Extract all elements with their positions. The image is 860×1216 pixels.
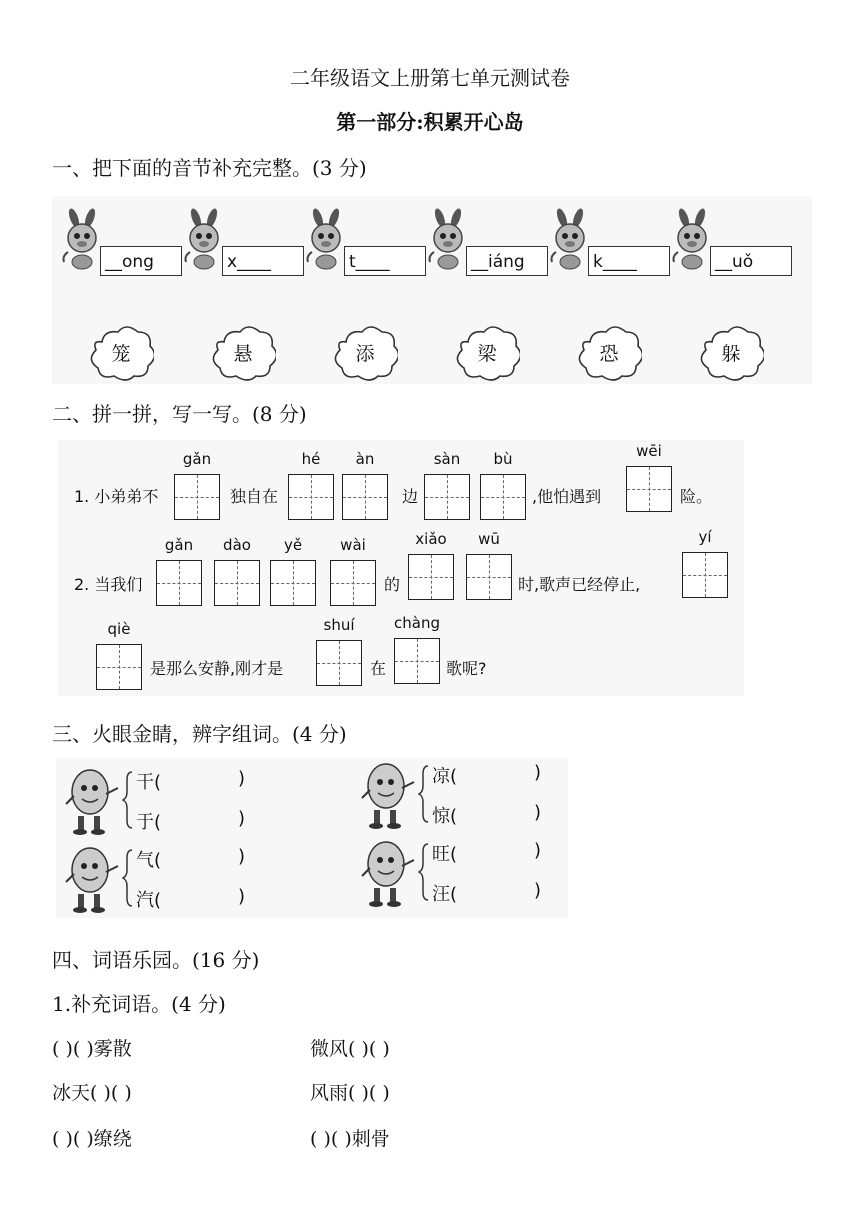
character-box[interactable] [330, 560, 376, 606]
character-box[interactable] [174, 474, 220, 520]
pinyin-label: hé [301, 450, 321, 468]
q1-heading: 一、把下面的音节补充完整。(3 分) [52, 156, 367, 180]
q2-s2-text2: 时,歌声已经停止, [518, 575, 641, 594]
q4-heading: 四、词语乐园。(16 分) [52, 948, 260, 972]
answer-paren[interactable]: ) [534, 802, 542, 823]
cloud-character: 笼 [111, 343, 131, 365]
compare-character: 惊( [432, 806, 458, 827]
character-box[interactable] [682, 552, 728, 598]
compare-character: 气( [136, 850, 162, 871]
compare-character: 旺( [432, 844, 458, 865]
pinyin-label: wài [340, 536, 366, 554]
cloud-character: 悬 [233, 343, 253, 365]
egg-mascot-icon [360, 760, 416, 832]
egg-mascot-icon [360, 838, 416, 910]
egg-mascot-icon [64, 766, 120, 838]
answer-paren[interactable]: ) [534, 840, 542, 861]
character-box[interactable] [626, 466, 672, 512]
q4-row3-right: ( )( )刺骨 [310, 1128, 390, 1150]
part-title: 第一部分:积累开心岛 [336, 110, 524, 134]
pinyin-label: xiǎo [415, 530, 447, 548]
q2-s2-text1: 的 [384, 575, 401, 594]
q2-s1-lead: 1. 小弟弟不 [74, 487, 159, 506]
cloud-character: 恐 [599, 343, 619, 365]
character-box[interactable] [156, 560, 202, 606]
q4-row2-right: 风雨( )( ) [310, 1082, 390, 1104]
character-box[interactable] [288, 474, 334, 520]
compare-character: 凉( [432, 766, 458, 787]
character-box[interactable] [342, 474, 388, 520]
brace-icon [122, 848, 134, 908]
q2-heading: 二、拼一拼，写一写。(8 分) [52, 402, 307, 426]
q2-s2-lead: 2. 当我们 [74, 575, 143, 594]
brace-icon [418, 764, 430, 824]
character-box[interactable] [214, 560, 260, 606]
brace-icon [122, 770, 134, 830]
pinyin-label: wū [478, 530, 500, 548]
q2-s1-text2: 边 [402, 487, 419, 506]
q2-s3-text1: 是那么安静,刚才是 [150, 659, 284, 678]
character-box[interactable] [408, 554, 454, 600]
syllable-input[interactable]: __uǒ [710, 246, 792, 276]
cloud-character: 添 [355, 343, 375, 365]
pinyin-label: dào [223, 536, 251, 554]
character-box[interactable] [96, 644, 142, 690]
q2-s1-text1: 独自在 [230, 487, 279, 506]
compare-character: 汽( [136, 890, 162, 911]
answer-paren[interactable]: ) [534, 880, 542, 901]
pinyin-label: wēi [636, 442, 662, 460]
character-box[interactable] [394, 638, 440, 684]
q2-s1-text4: 险。 [680, 487, 713, 506]
pinyin-label: yě [283, 536, 303, 554]
answer-paren[interactable]: ) [238, 846, 246, 867]
q2-s3-text3: 歌呢? [446, 659, 487, 678]
answer-paren[interactable]: ) [238, 808, 246, 829]
q4-row1-left: ( )( )雾散 [52, 1038, 132, 1060]
q3-heading: 三、火眼金睛，辨字组词。(4 分) [52, 722, 347, 746]
pinyin-label: bù [493, 450, 513, 468]
cloud-character: 躲 [721, 343, 741, 365]
syllable-input[interactable]: k____ [588, 246, 670, 276]
q4-row1-right: 微风( )( ) [310, 1038, 390, 1060]
pinyin-label: sàn [433, 450, 461, 468]
character-box[interactable] [316, 640, 362, 686]
syllable-input[interactable]: __iáng [466, 246, 548, 276]
pinyin-label: yí [698, 528, 712, 546]
pinyin-label: chàng [394, 614, 440, 632]
character-box[interactable] [270, 560, 316, 606]
q2-s3-text2: 在 [370, 659, 387, 678]
page-title: 二年级语文上册第七单元测试卷 [290, 66, 570, 90]
pinyin-label: shuí [323, 616, 355, 634]
answer-paren[interactable]: ) [238, 886, 246, 907]
compare-character: 干( [136, 772, 162, 793]
q4-sub1: 1.补充词语。(4 分) [52, 992, 226, 1016]
character-box[interactable] [424, 474, 470, 520]
q4-row3-left: ( )( )缭绕 [52, 1128, 132, 1150]
cloud-character: 梁 [477, 343, 497, 365]
pinyin-label: gǎn [182, 450, 212, 468]
egg-mascot-icon [64, 844, 120, 916]
answer-paren[interactable]: ) [238, 768, 246, 789]
brace-icon [418, 842, 430, 902]
q4-row2-left: 冰天( )( ) [52, 1082, 132, 1104]
pinyin-label: qiè [107, 620, 131, 638]
pinyin-label: àn [355, 450, 375, 468]
pinyin-label: gǎn [164, 536, 194, 554]
syllable-input[interactable]: __ong [100, 246, 182, 276]
compare-character: 汪( [432, 884, 458, 905]
syllable-input[interactable]: t____ [344, 246, 426, 276]
answer-paren[interactable]: ) [534, 762, 542, 783]
q2-s1-text3: ,他怕遇到 [532, 487, 602, 506]
character-box[interactable] [466, 554, 512, 600]
character-box[interactable] [480, 474, 526, 520]
compare-character: 于( [136, 812, 162, 833]
syllable-input[interactable]: x____ [222, 246, 304, 276]
